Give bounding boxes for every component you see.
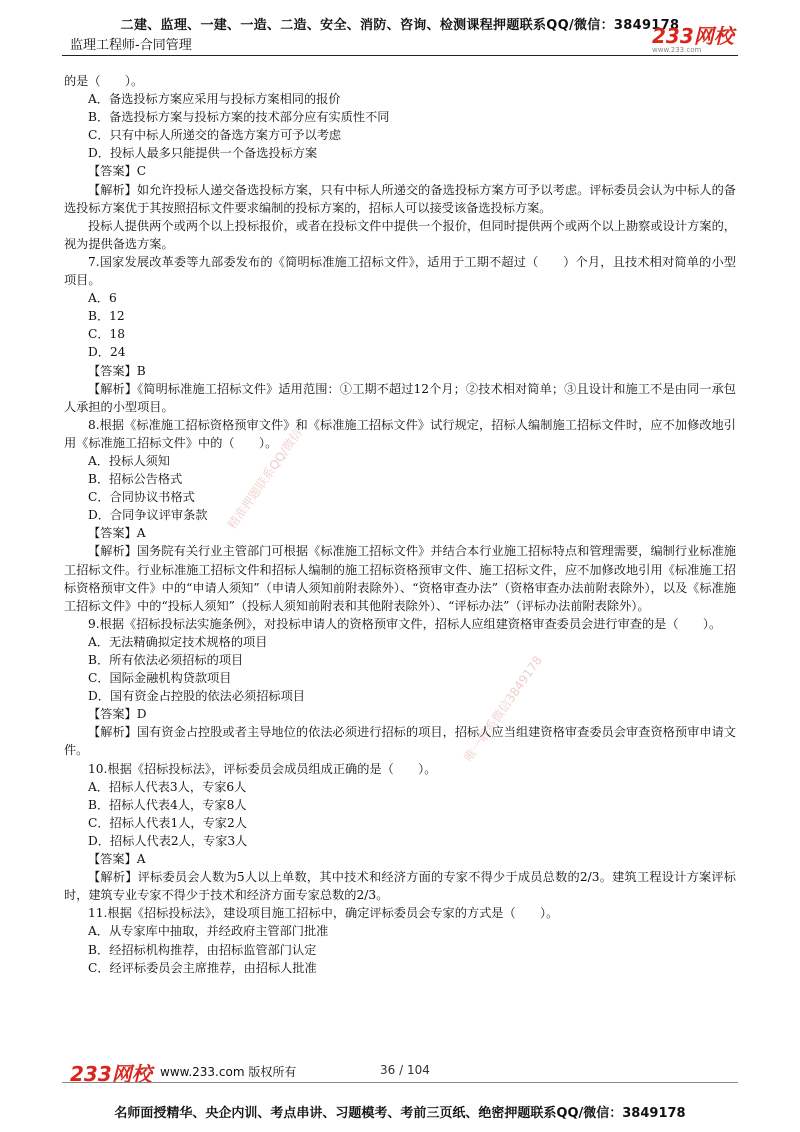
option-line: A．备选投标方案应采用与投标方案相同的报价 xyxy=(88,92,341,107)
text-paragraph: 8.根据《标准施工招标资格预审文件》和《标准施工招标文件》试行规定，招标人编制施工招标文件时，应不加修改地引用《标准施工招标文件》中的（ ）。 xyxy=(64,417,736,450)
option-line: A．投标人须知 xyxy=(88,453,170,468)
text-paragraph: 9.根据《招标投标法实施条例》，对投标申请人的资格预审文件，招标人应组建资格审查委员会进行审查的是（ ）。 xyxy=(88,616,722,631)
answer-line: 【答案】A xyxy=(88,526,146,541)
footer-banner: 名师面授精华、央企内训、考点串讲、习题模考、考前三页纸、绝密押题联系QQ/微信：3849178 xyxy=(114,1106,686,1121)
text-paragraph: 【解析】如允许投标人递交备选投标方案，只有中标人所递交的备选投标方案方可予以考虑。评标委员会认为中标人的备选投标方案优于其按照招标文件要求编制的投标方案的，招标人可以接受该备选投标方案。 xyxy=(64,182,736,215)
text-paragraph: 【解析】评标委员会人数为5人以上单数，其中技术和经济方面的专家不得少于成员总数的2/3。建筑工程设计方案评标时，建筑专业专家不得少于技术和经济方面专家总数的2/3。 xyxy=(64,870,736,903)
document-body xyxy=(64,72,736,977)
text-paragraph: 10.根据《招标投标法》，评标委员会成员组成正确的是（ ）。 xyxy=(88,761,437,776)
option-line: A．无法精确拟定技术规格的项目 xyxy=(88,634,268,649)
option-line: C．18 xyxy=(88,327,126,342)
option-line: D．投标人最多只能提供一个备选投标方案 xyxy=(88,146,318,161)
text-paragraph: 【解析】《简明标准施工招标文件》适用范围：①工期不超过12个月；②技术相对简单；③且设计和施工不是由同一承包人承担的小型项目。 xyxy=(64,381,736,414)
option-line: B．招标人代表4人，专家8人 xyxy=(88,797,247,812)
brand-logo-subtext: www.233.com xyxy=(652,46,702,54)
option-line: C．合同协议书格式 xyxy=(88,490,195,505)
option-line: A．6 xyxy=(88,291,117,306)
option-line: B．经招标机构推荐，由招标监管部门认定 xyxy=(88,942,317,957)
answer-line: 【答案】C xyxy=(88,164,147,179)
text-paragraph: 【解析】国有资金占控股或者主导地位的依法必须进行招标的项目，招标人应当组建资格审查委员会审查资格预审申请文件。 xyxy=(64,725,736,758)
answer-line: 【答案】B xyxy=(88,363,146,378)
document-title: 监理工程师-合同管理 xyxy=(70,38,192,53)
answer-line: 【答案】A xyxy=(88,852,146,867)
answer-line: 【答案】D xyxy=(88,707,147,722)
option-line: B．所有依法必须招标的项目 xyxy=(88,653,244,667)
option-line: C．国际金融机构贷款项目 xyxy=(88,671,232,686)
footer-logo: 233网校 xyxy=(70,1062,152,1086)
option-line: B．备选投标方案与投标方案的技术部分应有实质性不同 xyxy=(88,110,390,125)
text-paragraph: 投标人提供两个或两个以上投标报价，或者在投标文件中提供一个报价，但同时提供两个或两个以上勘察或设计方案的，视为提供备选方案。 xyxy=(64,218,736,251)
page-number: 36 / 104 xyxy=(380,1063,430,1077)
brand-logo xyxy=(652,20,734,54)
option-line: D．合同争议评审条款 xyxy=(88,508,208,523)
text-paragraph: 的是（ ）。 xyxy=(64,74,144,88)
option-line: D．招标人代表2人，专家3人 xyxy=(88,833,248,848)
option-line: C．只有中标人所递交的备选方案方可予以考虑 xyxy=(88,128,342,143)
text-paragraph: 7.国家发展改革委等九部委发布的《简明标准施工招标文件》，适用于工期不超过（ ）个月，且技术相对简单的小型项目。 xyxy=(64,254,736,288)
option-line: B．招标公告格式 xyxy=(88,472,183,487)
footer-divider xyxy=(62,1082,738,1083)
header-divider xyxy=(62,55,738,56)
brand-logo-text: 233网校 xyxy=(652,24,734,48)
watermark: 精准押题联系QQ/微信 xyxy=(225,426,305,532)
option-line: B．12 xyxy=(88,309,125,324)
option-line: D．24 xyxy=(88,345,126,360)
footer-copyright: www.233.com 版权所有 xyxy=(160,1065,297,1079)
watermark: 唯一联系微信3849178 xyxy=(461,653,545,765)
option-line: C．经评标委员会主席推荐，由招标人批准 xyxy=(88,960,317,975)
option-line: A．从专家库中抽取，并经政府主管部门批准 xyxy=(88,924,329,939)
option-line: D．国有资金占控股的依法必须招标项目 xyxy=(88,689,305,704)
option-line: A．招标人代表3人，专家6人 xyxy=(88,779,247,794)
text-paragraph: 【解析】国务院有关行业主管部门可根据《标准施工招标文件》并结合本行业施工招标特点和管理需要，编制行业标准施工招标文件。行业标准施工招标文件和招标人编制的施工招标资格预审文件、施工招标文件，应不加修改地引用《标准施工招标资格预审文件》中的“申请人须知”（申请人须知前附表除外）、“资格审查办法”（资格审查办法前附表除外），以及《标准施工招标文件》中的“投标人须知”（投标人须知前附表和其他附表除外）、“评标办法”（评标办法前附表除外）。 xyxy=(64,544,736,613)
text-paragraph: 11.根据《招标投标法》，建设项目施工招标中，确定评标委员会专家的方式是（ ）。 xyxy=(88,906,559,921)
header-banner: 二建、监理、一建、一造、二造、安全、消防、咨询、检测课程押题联系QQ/微信：3849178 xyxy=(120,18,680,33)
option-line: C．招标人代表1人，专家2人 xyxy=(88,815,247,830)
